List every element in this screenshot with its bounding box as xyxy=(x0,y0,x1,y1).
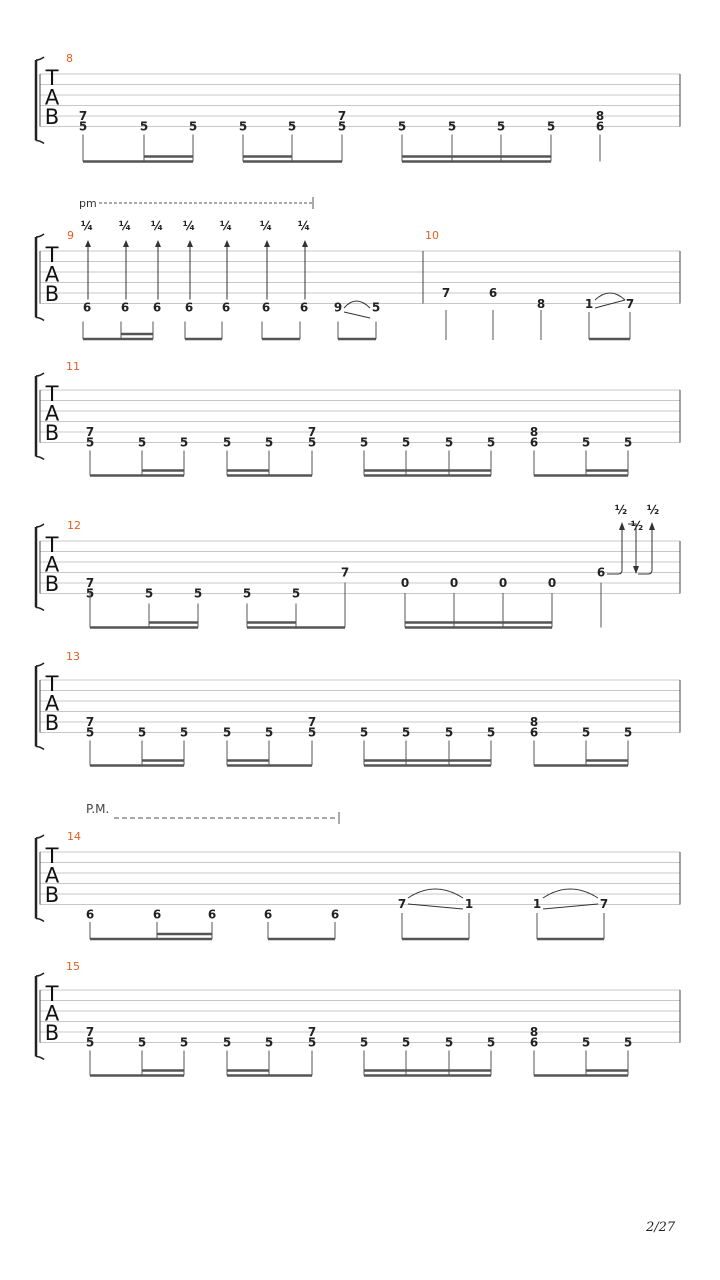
fret-number: 7 xyxy=(337,109,347,123)
fret-number: 5 xyxy=(144,586,154,601)
bend-arrowhead xyxy=(187,240,193,247)
bend-arrowhead xyxy=(302,240,308,247)
fret-number: 5 xyxy=(179,435,189,450)
fret-number: 5 xyxy=(78,119,88,134)
fret-number: 7 xyxy=(625,297,635,311)
fret-number: 5 xyxy=(222,1035,232,1050)
fret-number: 5 xyxy=(444,725,454,740)
fret-number: 5 xyxy=(85,1035,95,1050)
fret-number: 5 xyxy=(85,586,95,601)
bend-arrowhead xyxy=(619,522,625,530)
fret-number: 6 xyxy=(120,300,130,315)
fret-number: 6 xyxy=(595,119,605,134)
fret-number: 5 xyxy=(486,435,496,450)
fret-number: 5 xyxy=(307,1035,317,1050)
fret-number: 7 xyxy=(307,425,317,439)
measure-number: 13 xyxy=(66,650,80,663)
fret-number: 6 xyxy=(85,907,95,922)
fret-number: 1 xyxy=(532,897,542,911)
fret-number: 5 xyxy=(623,725,633,740)
fret-number: 6 xyxy=(221,300,231,315)
bend-arrowhead xyxy=(85,240,91,247)
fret-number: 5 xyxy=(444,1035,454,1050)
fret-number: 6 xyxy=(529,1035,539,1050)
fret-number: 8 xyxy=(529,1025,539,1039)
fret-number: 6 xyxy=(299,300,309,315)
palm-mute-label: P.M. xyxy=(86,802,110,816)
fret-number: 5 xyxy=(444,435,454,450)
tab-clef-letter: T xyxy=(45,243,59,267)
tab-clef-letter: A xyxy=(44,262,60,287)
fret-number: 5 xyxy=(401,725,411,740)
fret-number: 5 xyxy=(238,119,248,134)
fret-number: 5 xyxy=(137,435,147,450)
bend-amount: ¼ xyxy=(297,219,311,233)
fret-number: 5 xyxy=(359,435,369,450)
fret-number: 0 xyxy=(449,576,459,590)
tab-clef-letter: T xyxy=(45,672,59,696)
palm-mute-label: pm xyxy=(79,197,97,210)
fret-number: 6 xyxy=(596,565,606,580)
tab-clef-letter: T xyxy=(45,844,59,868)
fret-number: 6 xyxy=(330,907,340,922)
fret-number: 5 xyxy=(401,1035,411,1050)
page-number: 2/27 xyxy=(646,1220,676,1235)
fret-number: 5 xyxy=(179,1035,189,1050)
fret-number: 8 xyxy=(529,425,539,439)
fret-number: 6 xyxy=(152,300,162,315)
fret-number: 7 xyxy=(85,1025,95,1039)
bend-amount: ¼ xyxy=(182,219,196,233)
measure-number: 12 xyxy=(67,519,81,532)
tab-clef-letter: A xyxy=(44,691,60,716)
fret-number: 9 xyxy=(333,300,343,315)
slur xyxy=(344,301,370,308)
fret-number: 5 xyxy=(139,119,149,134)
tab-clef-letter: B xyxy=(44,105,60,129)
fret-number: 6 xyxy=(207,907,217,922)
fret-number: 5 xyxy=(307,725,317,740)
tab-clef-letter: B xyxy=(44,421,60,445)
fret-number: 5 xyxy=(85,435,95,450)
tab-clef-letter: B xyxy=(44,883,60,907)
fret-number: 5 xyxy=(486,1035,496,1050)
fret-number: 5 xyxy=(581,435,591,450)
slide xyxy=(344,312,370,318)
fret-number: 5 xyxy=(291,586,301,601)
fret-number: 7 xyxy=(599,897,609,911)
tab-clef-letter: B xyxy=(44,282,60,306)
bend-amount: ½ xyxy=(646,503,660,517)
measure-number: 9 xyxy=(67,229,74,242)
fret-number: 5 xyxy=(486,725,496,740)
fret-number: 5 xyxy=(307,435,317,450)
fret-number: 5 xyxy=(397,119,407,134)
fret-number: 5 xyxy=(242,586,252,601)
fret-number: 5 xyxy=(546,119,556,134)
fret-number: 5 xyxy=(85,725,95,740)
measure-number: 11 xyxy=(66,360,80,373)
fret-number: 5 xyxy=(287,119,297,134)
bend-amount: ¼ xyxy=(118,219,132,233)
fret-number: 5 xyxy=(496,119,506,134)
fret-number: 5 xyxy=(581,1035,591,1050)
measure-number: 10 xyxy=(425,229,439,242)
fret-number: 5 xyxy=(447,119,457,134)
tab-clef-letter: T xyxy=(45,66,59,90)
bend-amount: ¼ xyxy=(80,219,94,233)
bend-arrowhead xyxy=(264,240,270,247)
fret-number: 7 xyxy=(340,565,350,580)
fret-number: 0 xyxy=(400,576,410,590)
bend-arrowhead xyxy=(123,240,129,247)
tab-clef-letter: B xyxy=(44,572,60,596)
fret-number: 5 xyxy=(188,119,198,134)
fret-number: 6 xyxy=(529,725,539,740)
tab-clef-letter: B xyxy=(44,711,60,735)
bend-amount: ¼ xyxy=(150,219,164,233)
tab-clef-letter: A xyxy=(44,863,60,888)
slur xyxy=(595,293,625,300)
fret-number: 6 xyxy=(529,435,539,450)
fret-number: 5 xyxy=(623,435,633,450)
bend-amount: ¼ xyxy=(219,219,233,233)
fret-number: 5 xyxy=(581,725,591,740)
fret-number: 5 xyxy=(137,1035,147,1050)
measure-number: 14 xyxy=(67,830,81,843)
fret-number: 5 xyxy=(337,119,347,134)
tab-clef-letter: T xyxy=(45,982,59,1006)
bend-amount: ½ xyxy=(614,503,628,517)
tab-clef-letter: A xyxy=(44,401,60,426)
fret-number: 7 xyxy=(85,576,95,590)
fret-number: 6 xyxy=(152,907,162,922)
fret-number: 5 xyxy=(222,435,232,450)
fret-number: 5 xyxy=(264,435,274,450)
fret-number: 6 xyxy=(488,286,498,300)
fret-number: 5 xyxy=(264,1035,274,1050)
fret-number: 5 xyxy=(222,725,232,740)
fret-number: 6 xyxy=(184,300,194,315)
bend-arrowhead xyxy=(224,240,230,247)
fret-number: 7 xyxy=(307,715,317,729)
fret-number: 5 xyxy=(179,725,189,740)
fret-number: 5 xyxy=(623,1035,633,1050)
bend-arrowhead xyxy=(649,522,655,530)
fret-number: 8 xyxy=(529,715,539,729)
fret-number: 5 xyxy=(359,1035,369,1050)
fret-number: 7 xyxy=(307,1025,317,1039)
fret-number: 8 xyxy=(536,297,546,311)
fret-number: 5 xyxy=(137,725,147,740)
bend-amount: ¼ xyxy=(259,219,273,233)
fret-number: 1 xyxy=(584,297,594,311)
bend-arrowhead xyxy=(155,240,161,247)
fret-number: 0 xyxy=(547,576,557,590)
fret-number: 5 xyxy=(401,435,411,450)
fret-number: 7 xyxy=(441,286,451,300)
fret-number: 7 xyxy=(78,109,88,123)
fret-number: 5 xyxy=(359,725,369,740)
measure-number: 8 xyxy=(66,52,73,65)
bend-amount: ½ xyxy=(630,519,644,533)
fret-number: 7 xyxy=(85,715,95,729)
measure-number: 15 xyxy=(66,960,80,973)
fret-number: 8 xyxy=(595,109,605,123)
tab-clef-letter: T xyxy=(45,382,59,406)
tab-clef-letter: A xyxy=(44,85,60,110)
fret-number: 6 xyxy=(263,907,273,922)
tab-clef-letter: A xyxy=(44,1001,60,1026)
fret-number: 5 xyxy=(371,300,381,315)
tab-clef-letter: T xyxy=(45,533,59,557)
fret-number: 5 xyxy=(193,586,203,601)
tab-clef-letter: A xyxy=(44,552,60,577)
fret-number: 6 xyxy=(261,300,271,315)
fret-number: 6 xyxy=(82,300,92,315)
fret-number: 7 xyxy=(85,425,95,439)
fret-number: 7 xyxy=(397,897,407,911)
fret-number: 5 xyxy=(264,725,274,740)
tab-clef-letter: B xyxy=(44,1021,60,1045)
fret-number: 1 xyxy=(464,897,474,911)
fret-number: 0 xyxy=(498,576,508,590)
